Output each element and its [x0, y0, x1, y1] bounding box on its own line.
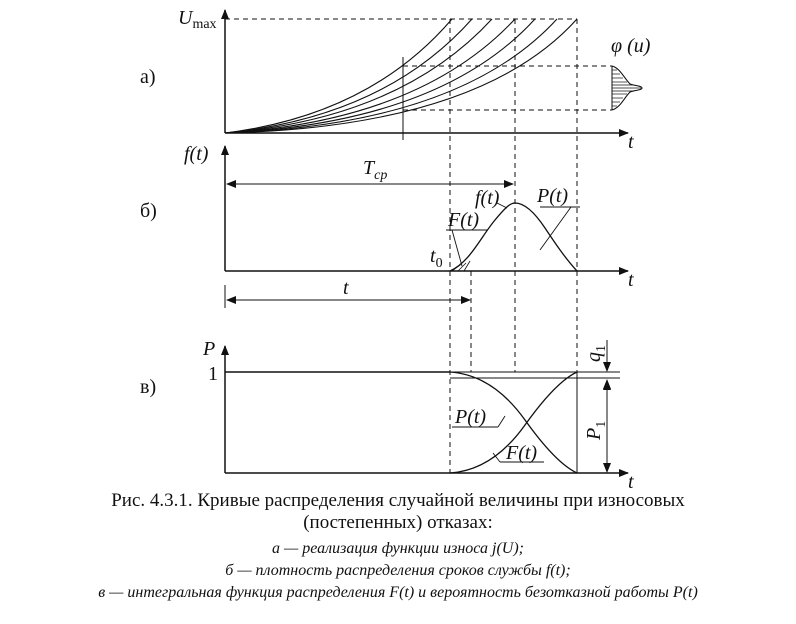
panel-b [225, 146, 628, 308]
t0-subscript: 0 [435, 256, 443, 271]
panel-b-tag: б) [140, 200, 157, 222]
panel-a-x-label: t [628, 131, 634, 153]
panel-c-x-label: t [628, 471, 634, 490]
caption-line-1: Рис. 4.3.1. Кривые распределения случайной величины при износовых [111, 490, 685, 511]
panel-a [225, 10, 642, 140]
tcp-subscript: cp [374, 168, 388, 183]
panel-c [225, 340, 628, 473]
wear-curve [225, 19, 472, 133]
panel-c-y-label: P [203, 338, 216, 360]
density-label: f(t) [475, 187, 500, 209]
panel-b-x-label: t [628, 269, 634, 291]
P-label-b: P(t) [537, 185, 569, 207]
umax-subscript: max [192, 17, 217, 32]
reliability-label: P(t) [455, 406, 487, 428]
F-label-b: F(t) [448, 209, 480, 231]
figure-caption-main [0, 490, 796, 534]
panel-c-tag: в) [140, 376, 157, 398]
tcp-label: $T_{cp}$ [363, 157, 388, 183]
P1-label: $P_1$ [583, 420, 609, 440]
t0-label: $t_0$ [430, 245, 443, 271]
phi-label: φ (u) [611, 35, 651, 57]
F-leader-line [452, 230, 462, 266]
wear-curve [225, 19, 557, 133]
P1-subscript: 1 [594, 420, 609, 428]
caption-line-2: (постепенных) отказах: [303, 512, 493, 533]
P-leader-tail-c [498, 416, 505, 427]
caption-line-5: в — интегральная функция распределения F(t) и вероятность безотказной работы P(t) [98, 584, 698, 601]
panel-b-y-label: f(t) [184, 143, 209, 165]
q1-subscript: 1 [594, 345, 609, 352]
phi-hatching [612, 70, 641, 106]
wear-curve [225, 19, 577, 133]
level-one-label: 1 [208, 363, 218, 385]
wear-curve [225, 19, 492, 133]
t-dimension-label: t [343, 277, 349, 299]
umax-label: $U_{max}$ [178, 7, 217, 32]
caption-line-3: а — реализация функции износа j(U); [272, 540, 524, 557]
caption-line-4: б — плотность распределения сроков службы f(t); [225, 562, 571, 579]
cdf-label: F(t) [506, 442, 538, 464]
wear-curve [225, 19, 535, 133]
panel-a-tag: а) [140, 66, 156, 88]
wear-curves [225, 19, 577, 133]
q1-label: $q_1$ [583, 345, 609, 362]
